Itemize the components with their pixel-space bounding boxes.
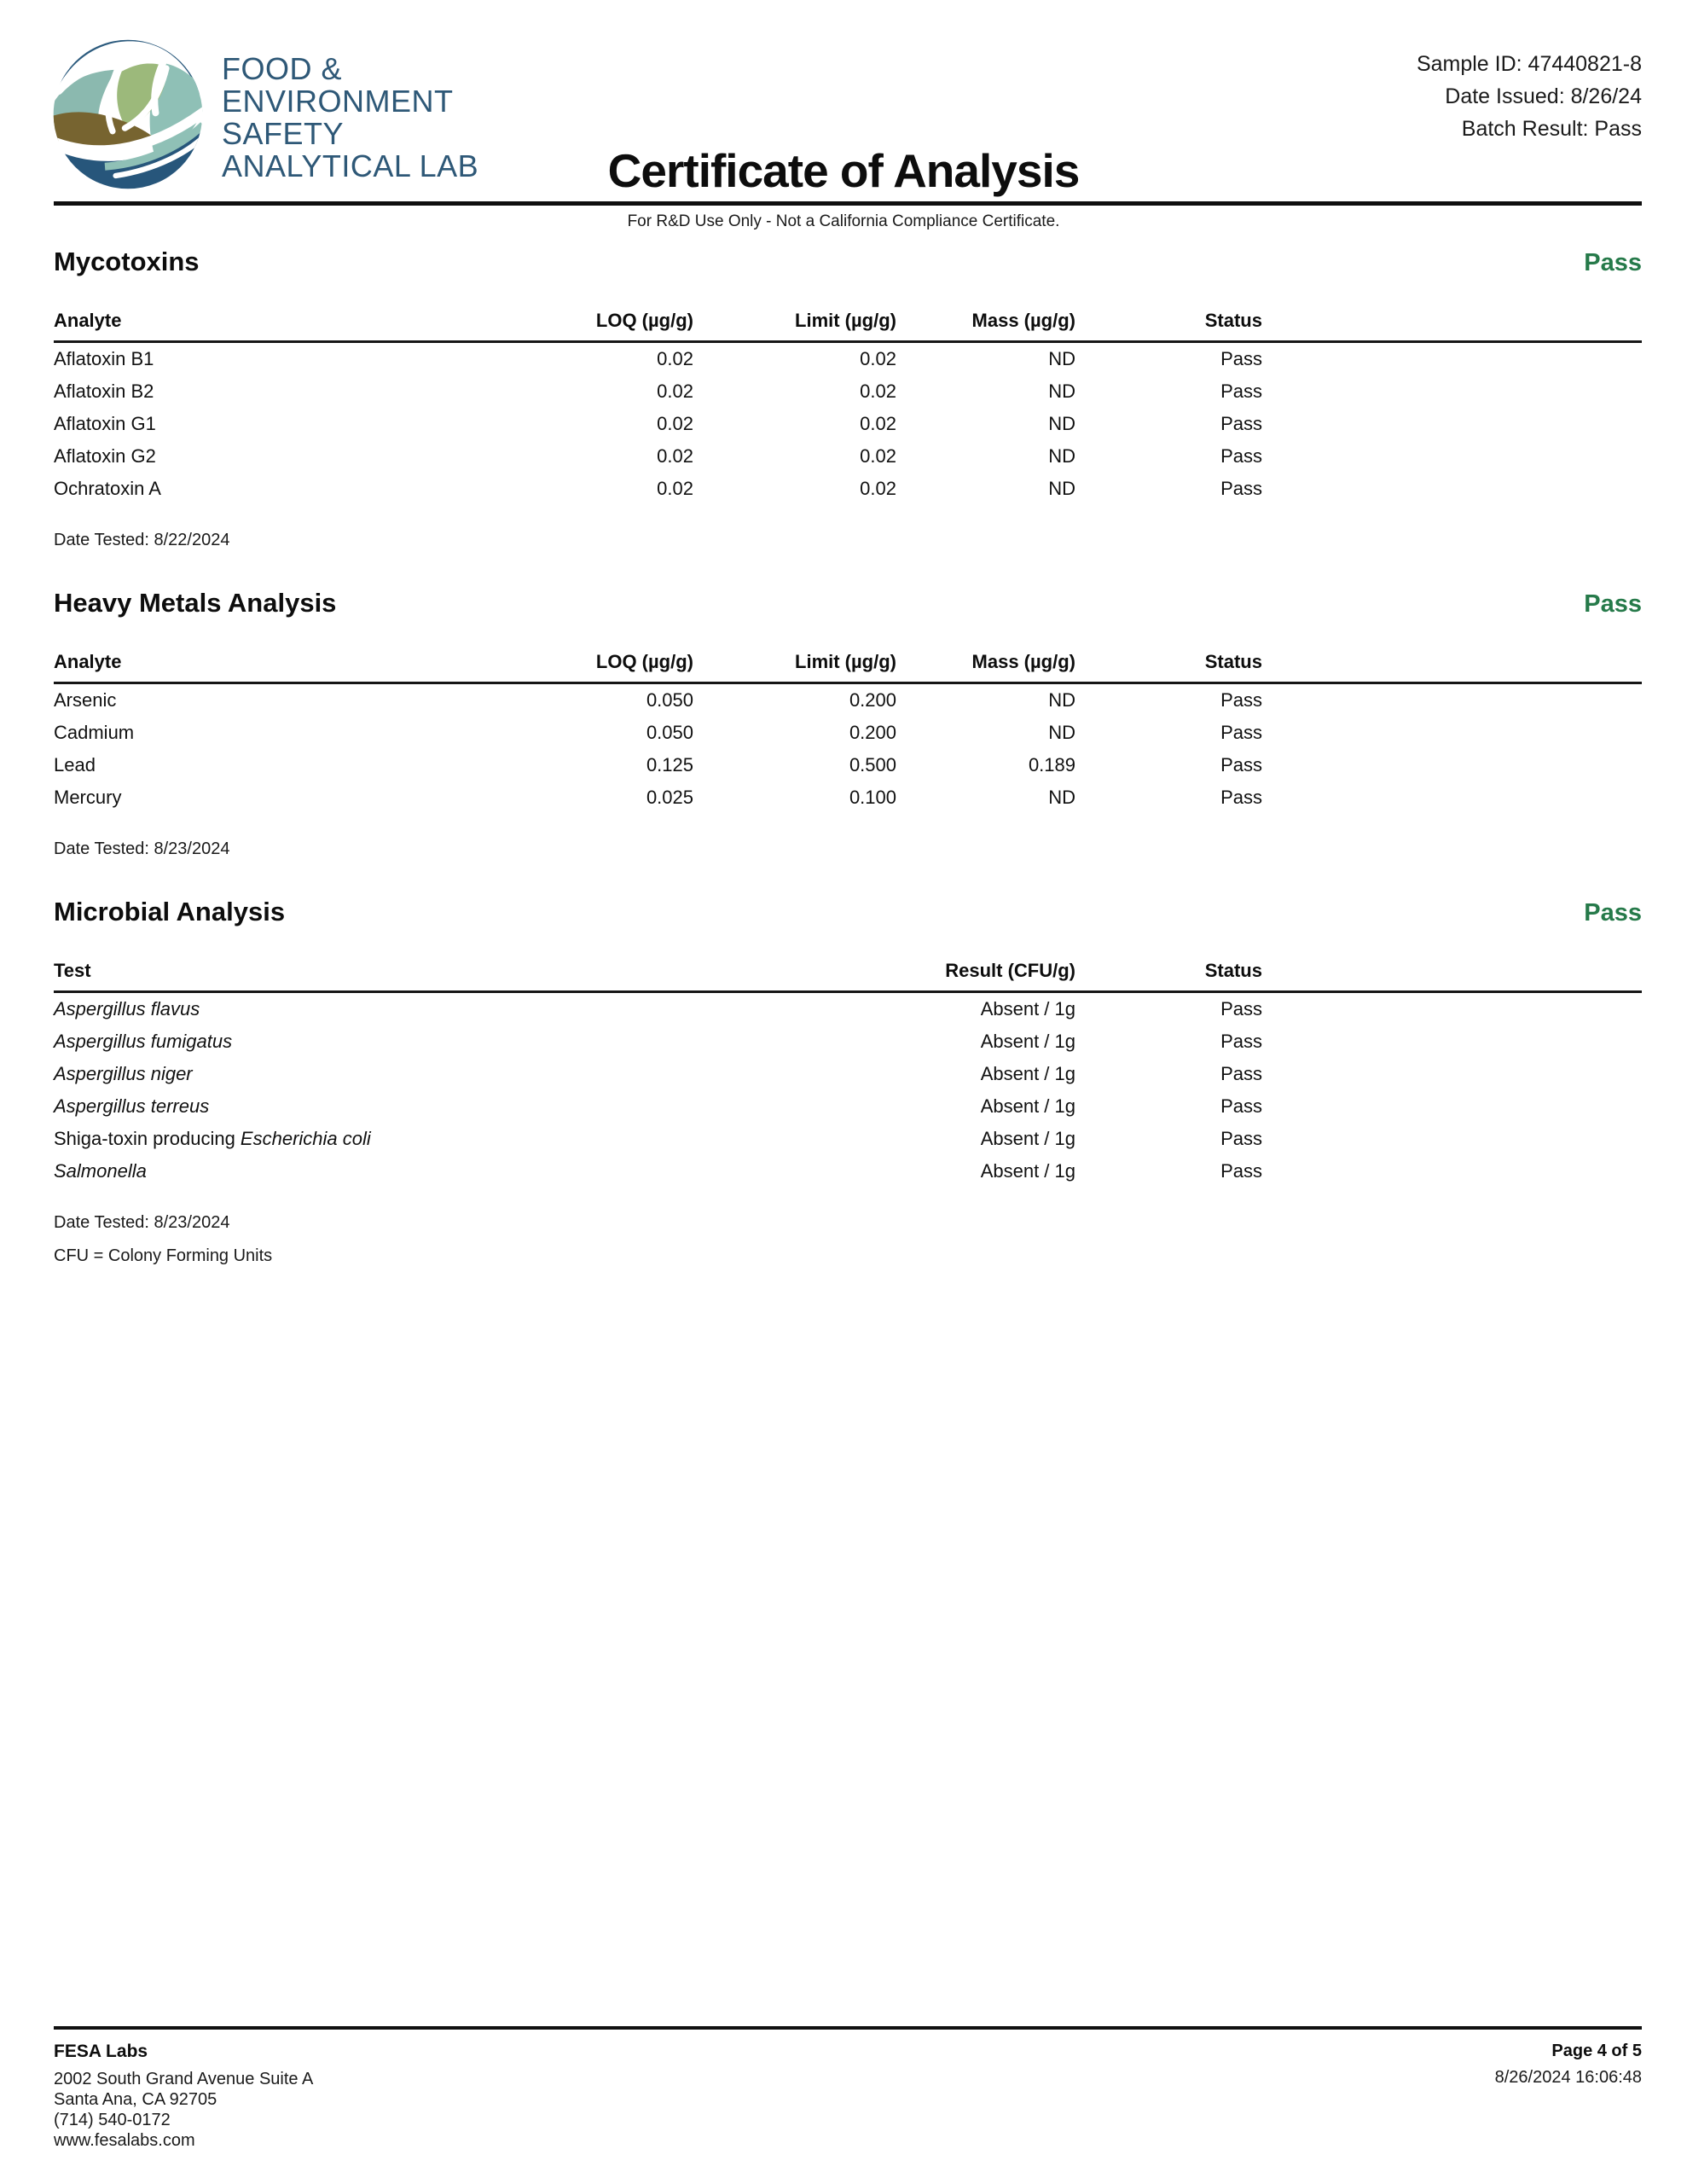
loq-cell: 0.025 <box>646 787 693 808</box>
test-cell <box>54 1025 702 1058</box>
table-row <box>54 375 1642 408</box>
date-tested: Date Tested: 8/22/2024 <box>54 531 230 549</box>
loq-cell: 0.02 <box>657 445 693 467</box>
col-status: Status <box>1075 310 1262 342</box>
col-limit: Limit (µg/g) <box>693 310 896 342</box>
date-tested: Date Tested: 8/23/2024 <box>54 1213 230 1232</box>
test-cell <box>54 1123 702 1155</box>
section-title: Mycotoxins <box>54 247 200 276</box>
test-cell <box>54 1058 702 1090</box>
section-status-badge: Pass <box>1584 249 1642 276</box>
mass-cell: ND <box>1048 689 1075 711</box>
loq-cell: 0.02 <box>657 380 693 402</box>
analyte-cell: Aflatoxin G1 <box>54 413 156 434</box>
section-microbial-header <box>54 897 1642 927</box>
section-status-badge: Pass <box>1584 590 1642 618</box>
mass-cell: ND <box>1048 380 1075 402</box>
table-header-row <box>54 960 1642 992</box>
table-row <box>54 683 1642 717</box>
status-cell: Pass <box>1220 1063 1262 1084</box>
status-cell: Pass <box>1220 445 1262 467</box>
col-test: Test <box>54 960 702 992</box>
analyte-cell: Aflatoxin B2 <box>54 380 154 402</box>
table-header-row <box>54 651 1642 683</box>
limit-cell: 0.02 <box>860 413 896 434</box>
document-title: Certificate of Analysis <box>607 144 1080 197</box>
table-header-row <box>54 310 1642 342</box>
status-cell: Pass <box>1220 478 1262 499</box>
print-timestamp: 8/26/2024 16:06:48 <box>1494 2068 1642 2087</box>
col-mass: Mass (µg/g) <box>896 310 1075 342</box>
limit-cell: 0.02 <box>860 380 896 402</box>
test-cell <box>54 1090 702 1123</box>
section-heavy-metals-header <box>54 588 1642 619</box>
test-cell <box>54 992 702 1026</box>
date-issued: Date Issued: 8/26/24 <box>1445 84 1642 108</box>
section-title: Heavy Metals Analysis <box>54 588 337 618</box>
test-name-italic: Aspergillus terreus <box>54 1095 210 1117</box>
col-status: Status <box>1075 960 1262 992</box>
analyte-cell: Ochratoxin A <box>54 478 161 499</box>
result-cell: Absent / 1g <box>980 1128 1075 1149</box>
loq-cell: 0.050 <box>646 722 693 743</box>
mass-cell: ND <box>1048 348 1075 369</box>
col-loq: LOQ (µg/g) <box>446 651 693 683</box>
col-limit: Limit (µg/g) <box>693 651 896 683</box>
status-cell: Pass <box>1220 413 1262 434</box>
limit-cell: 0.02 <box>860 478 896 499</box>
section-title: Microbial Analysis <box>54 897 286 926</box>
analyte-cell: Aflatoxin G2 <box>54 445 156 467</box>
cfu-footnote: CFU = Colony Forming Units <box>54 1246 273 1265</box>
table-row <box>54 781 1642 814</box>
sample-id: Sample ID: 47440821-8 <box>1416 52 1642 76</box>
table-row <box>54 717 1642 749</box>
footer-right <box>1495 2030 1642 2151</box>
loq-cell: 0.02 <box>657 478 693 499</box>
phone-number: (714) 540-0172 <box>54 2111 171 2129</box>
loq-cell: 0.050 <box>646 689 693 711</box>
analyte-cell: Aflatoxin B1 <box>54 348 154 369</box>
mass-cell: ND <box>1048 445 1075 467</box>
table-row <box>54 1058 1642 1090</box>
test-name-italic: Aspergillus fumigatus <box>54 1031 233 1052</box>
limit-cell: 0.200 <box>849 689 896 711</box>
status-cell: Pass <box>1220 1128 1262 1149</box>
table-row <box>54 1090 1642 1123</box>
footer-lab-name: FESA Labs <box>54 2042 148 2061</box>
col-mass: Mass (µg/g) <box>896 651 1075 683</box>
mycotoxins-table <box>54 310 1642 505</box>
status-cell: Pass <box>1220 380 1262 402</box>
col-loq: LOQ (µg/g) <box>446 310 693 342</box>
col-spacer <box>1262 960 1642 992</box>
test-name-italic: Escherichia coli <box>240 1128 371 1149</box>
analyte-cell: Cadmium <box>54 722 135 743</box>
result-cell: Absent / 1g <box>980 1063 1075 1084</box>
limit-cell: 0.500 <box>849 754 896 775</box>
analyte-cell: Mercury <box>54 787 122 808</box>
lab-name-line: ANALYTICAL LAB <box>222 148 479 183</box>
status-cell: Pass <box>1220 754 1262 775</box>
page-footer <box>54 2026 1642 2151</box>
table-row <box>54 1025 1642 1058</box>
limit-cell: 0.100 <box>849 787 896 808</box>
col-status: Status <box>1075 651 1262 683</box>
result-cell: Absent / 1g <box>980 998 1075 1019</box>
mass-cell: 0.189 <box>1028 754 1075 775</box>
limit-cell: 0.200 <box>849 722 896 743</box>
mass-cell: ND <box>1048 478 1075 499</box>
document-header <box>0 0 1687 201</box>
footer-address <box>54 2069 313 2151</box>
loq-cell: 0.02 <box>657 348 693 369</box>
table-row <box>54 992 1642 1026</box>
test-name-italic: Salmonella <box>54 1160 147 1182</box>
col-analyte: Analyte <box>54 651 446 683</box>
loq-cell: 0.02 <box>657 413 693 434</box>
test-cell <box>54 1155 702 1188</box>
website-link[interactable]: www.fesalabs.com <box>54 2131 195 2150</box>
status-cell: Pass <box>1220 1160 1262 1182</box>
microbial-table <box>54 960 1642 1188</box>
section-mycotoxins-header <box>54 247 1642 277</box>
status-cell: Pass <box>1220 1095 1262 1117</box>
table-row <box>54 749 1642 781</box>
page-number: Page 4 of 5 <box>1551 2042 1642 2060</box>
heavy-metals-table <box>54 651 1642 814</box>
analyte-cell: Lead <box>54 754 96 775</box>
test-name-italic: Aspergillus flavus <box>54 998 200 1019</box>
lab-name-line: FOOD & <box>222 51 343 86</box>
status-cell: Pass <box>1220 1031 1262 1052</box>
table-row <box>54 440 1642 473</box>
status-cell: Pass <box>1220 722 1262 743</box>
mass-cell: ND <box>1048 787 1075 808</box>
address-line: Santa Ana, CA 92705 <box>54 2090 217 2109</box>
table-row <box>54 473 1642 505</box>
status-cell: Pass <box>1220 787 1262 808</box>
table-row <box>54 342 1642 376</box>
header-rule <box>54 201 1642 206</box>
test-name-italic: Aspergillus niger <box>54 1063 193 1084</box>
lab-name-line: SAFETY <box>222 116 345 151</box>
loq-cell: 0.125 <box>646 754 693 775</box>
address-line: 2002 South Grand Avenue Suite A <box>54 2070 314 2088</box>
mass-cell: ND <box>1048 413 1075 434</box>
lab-name-line: ENVIRONMENT <box>222 84 454 119</box>
table-row <box>54 1123 1642 1155</box>
status-cell: Pass <box>1220 348 1262 369</box>
date-tested: Date Tested: 8/23/2024 <box>54 839 230 858</box>
analyte-cell: Arsenic <box>54 689 117 711</box>
test-name-prefix: Shiga-toxin producing <box>54 1128 241 1149</box>
result-cell: Absent / 1g <box>980 1095 1075 1117</box>
footer-left <box>54 2030 313 2151</box>
col-spacer <box>1262 310 1642 342</box>
limit-cell: 0.02 <box>860 445 896 467</box>
limit-cell: 0.02 <box>860 348 896 369</box>
status-cell: Pass <box>1220 689 1262 711</box>
sample-meta <box>1417 48 1642 145</box>
col-analyte: Analyte <box>54 310 446 342</box>
col-result: Result (CFU/g) <box>702 960 1075 992</box>
result-cell: Absent / 1g <box>980 1160 1075 1182</box>
mass-cell: ND <box>1048 722 1075 743</box>
col-spacer <box>1262 651 1642 683</box>
section-status-badge: Pass <box>1584 899 1642 926</box>
table-row <box>54 1155 1642 1188</box>
status-cell: Pass <box>1220 998 1262 1019</box>
table-row <box>54 408 1642 440</box>
batch-result: Batch Result: Pass <box>1461 117 1642 141</box>
disclaimer-text: For R&D Use Only - Not a California Compliance Certificate. <box>627 212 1060 230</box>
result-cell: Absent / 1g <box>980 1031 1075 1052</box>
